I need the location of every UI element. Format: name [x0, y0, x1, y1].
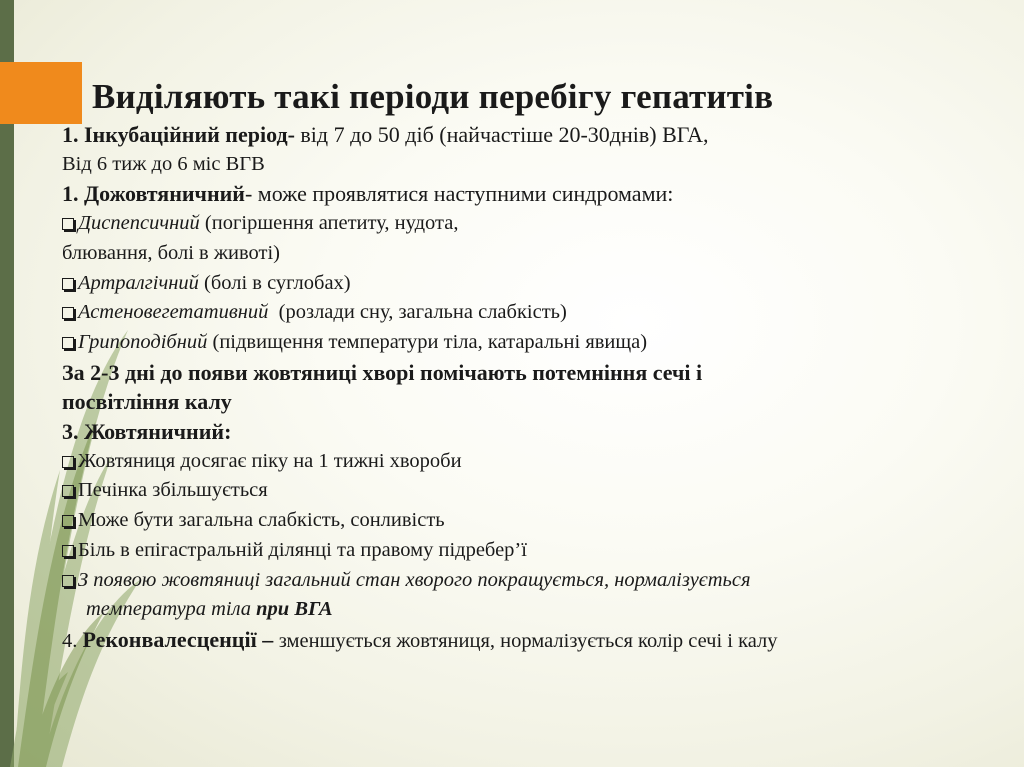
text-line-hbv: [62, 150, 1010, 180]
text-line-temperature: [62, 595, 1010, 625]
text-line-urine-darkening: [62, 358, 1010, 388]
flu-like-text: (підвищення температури тіла, катаральні явища): [207, 330, 648, 353]
asthenovegetative-text: (розлади сну, загальна слабкість): [268, 301, 567, 324]
checkbox-square-icon: [62, 485, 74, 497]
condition-improves-text: З появою жовтяниці загальний стан хворого покращується, нормалізується: [78, 568, 751, 591]
text-line-preicteric: [62, 179, 1010, 209]
incubation-label: 1. Інкубаційний період-: [62, 122, 295, 147]
text-line-icteric: [62, 417, 1010, 447]
checkbox-square-icon: [62, 515, 74, 527]
convalescence-label: Реконвалесценції –: [82, 626, 279, 652]
arthralgic-text: (болі в суглобах): [198, 271, 351, 294]
stool-lightening-text: посвітління калу: [62, 389, 232, 415]
liver-enlarged-text: Печінка збільшується: [78, 479, 268, 502]
arthralgic-label: Артралгічний: [78, 271, 199, 294]
list-item-dyspeptic: [62, 209, 1010, 239]
preicteric-label: 1. Дожовтяничний: [62, 181, 245, 207]
asthenovegetative-label: Астеновегетативний: [78, 301, 269, 324]
convalescence-number: 4.: [62, 629, 83, 652]
list-item-epigastric-pain: [62, 536, 1010, 566]
text-line-vomiting: [62, 239, 1010, 269]
checkbox-square-icon: [62, 278, 74, 290]
urine-darkening-text: За 2-3 дні до появи жовтяниці хворі помічають потемніння сечі і: [62, 359, 703, 385]
slide-content: [62, 74, 1010, 657]
checkbox-square-icon: [62, 456, 74, 468]
checkbox-square-icon: [62, 575, 74, 587]
list-item-liver-enlarged: [62, 476, 1010, 506]
weakness-text: Може бути загальна слабкість, сонливість: [78, 509, 445, 532]
dyspeptic-text: (погіршення апетиту, нудота,: [199, 212, 459, 235]
text-line-incubation: [62, 120, 1010, 150]
convalescence-text: зменшується жовтяниця, нормалізується колір сечі і калу: [278, 629, 778, 652]
text-line-stool-lightening: [62, 387, 1010, 417]
list-item-jaundice-peak: [62, 447, 1010, 477]
hav-label: при ВГА: [256, 598, 333, 621]
hbv-text: Від 6 тиж до 6 міс ВГВ: [62, 152, 265, 175]
preicteric-text: - може проявлятися наступними синдромами:: [244, 181, 674, 207]
text-line-convalescence: [62, 625, 1010, 657]
list-item-asthenovegetative: [62, 298, 1010, 328]
jaundice-peak-text: Жовтяниця досягає піку на 1 тижні хвороби: [78, 449, 462, 472]
flu-like-label: Грипоподібний: [78, 330, 208, 353]
list-item-flu-like: [62, 328, 1010, 358]
incubation-text: від 7 до 50 діб (найчастіше 20-30днів) ВГА,: [294, 122, 709, 147]
epigastric-pain-text: Біль в епігастральній ділянці та правому підребер’ї: [78, 538, 527, 561]
slide-title: Виділяють такі періоди перебігу гепатитів: [92, 77, 774, 116]
checkbox-square-icon: [62, 218, 74, 230]
checkbox-square-icon: [62, 337, 74, 349]
checkbox-square-icon: [62, 545, 74, 557]
list-item-weakness: [62, 506, 1010, 536]
vomiting-text: блювання, болі в животі): [62, 241, 280, 264]
list-item-condition-improves: [62, 566, 1010, 596]
list-item-arthralgic: [62, 269, 1010, 299]
icteric-label: 3. Жовтяничний:: [62, 419, 232, 445]
checkbox-square-icon: [62, 307, 74, 319]
temperature-text: температура тіла: [86, 598, 257, 621]
dyspeptic-label: Диспепсичний: [78, 212, 200, 235]
